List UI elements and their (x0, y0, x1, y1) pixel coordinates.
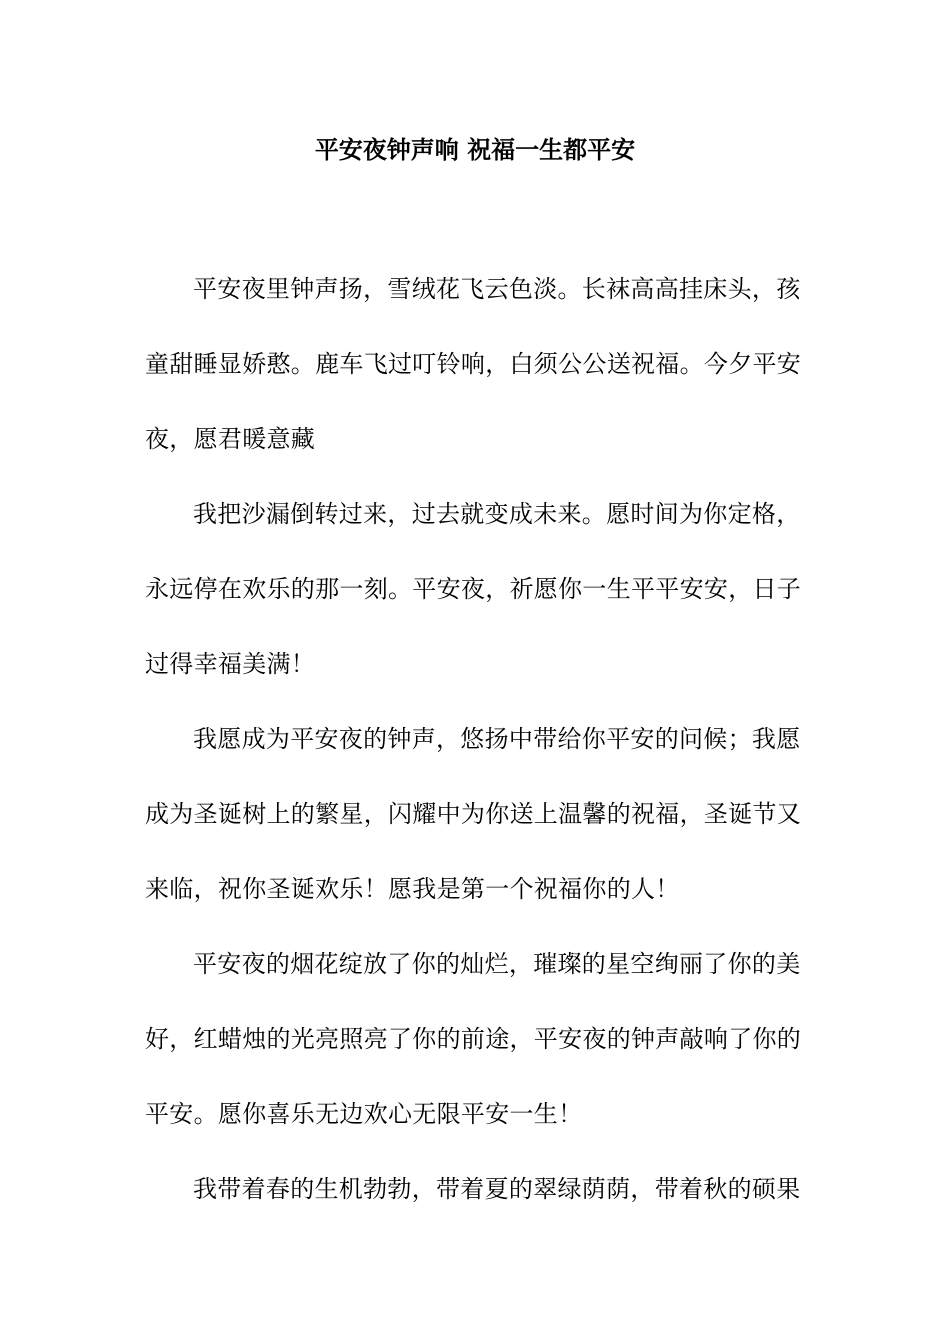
paragraph-line: 过得幸福美满！ (145, 650, 316, 678)
paragraph-line: 夜，愿君暖意藏 (145, 425, 316, 453)
paragraph-line: 来临，祝你圣诞欢乐！愿我是第一个祝福你的人！ (145, 875, 680, 903)
paragraph-line: 童甜睡显娇憨。鹿车飞过叮铃响，白须公公送祝福。今夕平安 (145, 350, 802, 378)
paragraph-4 (145, 927, 805, 1152)
paragraph-2 (145, 477, 805, 702)
paragraph-1 (145, 252, 805, 477)
paragraph-3 (145, 702, 805, 927)
document-title: 平安夜钟声响 祝福一生都平安 (314, 135, 636, 164)
paragraph-line: 我把沙漏倒转过来，过去就变成未来。愿时间为你定格， (193, 500, 801, 528)
paragraph-line: 平安夜里钟声扬，雪绒花飞云色淡。长袜高高挂床头，孩 (193, 275, 801, 303)
paragraph-line: 我带着春的生机勃勃，带着夏的翠绿荫荫，带着秋的硕果 (193, 1175, 801, 1203)
paragraph-line: 好，红蜡烛的光亮照亮了你的前途，平安夜的钟声敲响了你的 (145, 1025, 802, 1053)
paragraph-line: 平安夜的烟花绽放了你的灿烂，璀璨的星空绚丽了你的美 (193, 950, 801, 978)
document-body (145, 252, 805, 1227)
paragraph-line: 永远停在欢乐的那一刻。平安夜，祈愿你一生平平安安，日子 (145, 575, 802, 603)
paragraph-line: 成为圣诞树上的繁星，闪耀中为你送上温馨的祝福，圣诞节又 (145, 800, 802, 828)
paragraph-line: 平安。愿你喜乐无边欢心无限平安一生！ (145, 1100, 583, 1128)
paragraph-line: 我愿成为平安夜的钟声，悠扬中带给你平安的问候；我愿 (193, 725, 801, 753)
paragraph-5 (145, 1152, 805, 1227)
